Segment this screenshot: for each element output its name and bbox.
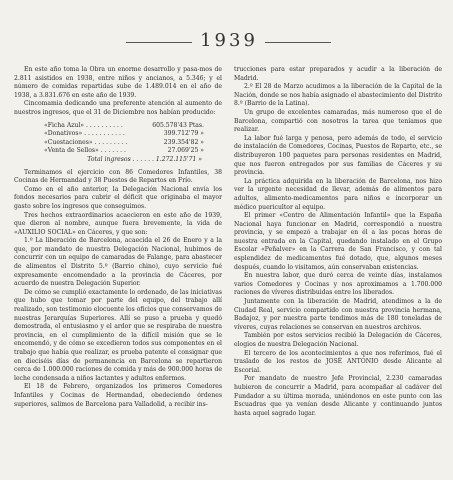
paragraph: Cincomamia dedicando una preferente atención al aumento de nuestros ingresos, que el 31 de Diciembre nos habían producido:: [14, 100, 222, 116]
paragraph: trucciones para estar preparados y acudir a la liberación de Madrid.: [234, 66, 442, 82]
right-column: [234, 66, 442, 476]
paragraph: El 18 de Febrero, organizados los primeros Comedores Infantiles y Cocinas de Hermandad, obedeciendo órdenes superiores, salimos de Barcelona para Valladolid, a recibir ins-: [14, 383, 222, 408]
table-row: [44, 130, 204, 139]
text-columns: [14, 66, 442, 476]
row-label: «Donativos» . . . . . . . . . . .: [44, 130, 125, 138]
table-row: [44, 147, 204, 156]
row-value: 27.069'25 »: [167, 147, 204, 155]
header-rule-right: [265, 42, 331, 43]
paragraph: Juntamente con la liberación de Madrid, atendimos a la de Ciudad Real, servicio compartido con nuestra provincia hermana, Badajoz, y por nuestra parte tendimos más de 180 toneladas de víveres, cuyas relaciones se conservan en nuestros archivos.: [234, 298, 442, 331]
left-column: [14, 66, 222, 476]
paragraph: El tercero de los acontecimientos a que nos referimos, fué el traslado de los restos de JOSÉ ANTONIO desde Alicante al Escorial.: [234, 349, 442, 374]
table-total: Total ingresos . . . . . . 1.272.115'71 »: [87, 155, 202, 163]
row-value: 605.578'43 Ptas.: [152, 121, 204, 129]
paragraph: 1.º La liberación de Barcelona, acaecida el 26 de Enero y a la que, por mandato de nuestra Delegación Nacional, hubimos de concurrir con un equipo de camaradas de Falange, para abastecer de alimentos el Distrito 5.º (Barrio chino), cuyo servicio fué expresamente encomendado a la provincia de Cáceres, por acuerdo de nuestra Delegación Superior.: [14, 237, 222, 288]
header-rule-left: [126, 42, 192, 43]
paragraph: El primer «Centro de Alimentación Infantil» que la España Nacional haya funcionar en Madrid, correspondió a nuestra provincia, y se empezó a trabajar en él a las pocas horas de nuestra entrada en la Capital, quedando instalado en el Grupo Escolar «Peñalver» en la Carrera de San Francisco, y con tal esplendidez de medicamentos fué dotado, que, algunos meses después, cuando lo visitamos, aún conservaban existencias.: [234, 212, 442, 271]
year-header: [0, 30, 453, 54]
table-row: [44, 122, 204, 131]
paragraph: Tres hechos extraordinarios acaecieron en este año de 1939, que dieron al nombre, aunque fuera brevemente, la vida de «AUXILIO SOCIAL» en Cáceres, y que son:: [14, 211, 222, 236]
paragraph: La práctica adquirida en la liberación de Barcelona, nos hizo ver la urgente necesidad de llevar, además de alimentos para adultos, alimento-medicamentos para niños e incorporar un médico puericultor al equipo.: [234, 177, 442, 211]
page-title: 1939: [200, 30, 258, 51]
row-label: «Ficha Azul» . . . . . . . . . .: [44, 121, 123, 129]
paragraph: Como en el año anterior, la Delegación Nacional envía los fondos necesarios para cubrir el déficit que originaba el mayor gasto sobre los ingresos que conseguimos.: [14, 185, 222, 210]
row-value: 399.712'79 »: [163, 130, 204, 138]
paragraph: 2.º El 28 de Marzo acudimos a la liberación de la Capital de la Nación, donde se nos había asignado el abastecimiento del Distrito 8.º (Barrio de la Latina).: [234, 83, 442, 108]
paragraph: En este año toma la Obra un enorme desarrollo y pasa-mos de 2.811 asistidos en 1938, entre niños y ancianos, a 5.346; y el número de comidas repartidas sube de 1.489.014 en el año de 1938, a 3.831.676 en este año de 1939.: [14, 66, 222, 99]
paragraph: La labor fué larga y penosa, pero además de todo, el servicio de instalación de Comedores, Cocinas, Puestos de Reparto, etc., se distribuyeron 100 paquetes para personas residentes en Madrid, que nos fueron entregados por sus familias de Cáceres y su provincia.: [234, 134, 442, 177]
row-label: «Cuestaciones» . . . . . . . . .: [44, 138, 128, 146]
paragraph: También por estos servicios recibió la Delegación de Cáceres, elogios de nuestra Delegación Nacional.: [234, 332, 442, 348]
row-value: 239.354'82 »: [163, 138, 204, 146]
table-row: [44, 139, 204, 148]
paragraph: Por mandato de nuestro Jefe Provincial, 2.230 camaradas hubieron de concurrir a Madrid, para acompañar al cadáver del Fundador a su última morada, uniéndonos en este punto con las Escuadras que ya venían desde Alicante y continuando juntos hasta aquel sagrado lugar.: [234, 375, 442, 417]
paragraph: En nuestra labor, que duró cerca de veinte días, instalamos varios Comedores y Cocinas y nos aproximamos a 1.700.000 raciones de víveres distribuidas entre los liberados.: [234, 272, 442, 297]
row-label: «Venta de Sellos» . . . . . . .: [44, 147, 126, 155]
paragraph: Terminamos el ejercicio con 86 Comedores Infantiles, 38 Cocinas de Hermandad y 38 Puestos de Repartos en Frío.: [14, 168, 222, 185]
paragraph: De cómo se cumplió exactamente lo ordenado, de las iniciativas que hubo que tomar por parte del equipo, del trabajo allí realizado, son testimonio elocuente los oficios que conservamos de nuestras Jerarquías Superiores. Allí se puso a prueba y quedó demostrada, el entusiasmo y el ardor que se respiraba de nuestra provincia, en el cumplimiento de la difícil misión que se le encomendó, y de cómo se excedieron todos sus componentes en el trabajo que había que realizar, es prueba patente el consignar que en dieciséis días de permanencia en Barcelona se repartieron cerca de 1.000.000 raciones de comida y más de 900.000 horas de leche condensada a niños lactantes y adultos enfermos.: [14, 288, 222, 382]
income-table: [44, 122, 204, 165]
paragraph: Un grupo de excelentes camaradas, más numeroso que el de Barcelona, compartió con nosotros la tarea que teníamos que realizar.: [234, 108, 442, 134]
